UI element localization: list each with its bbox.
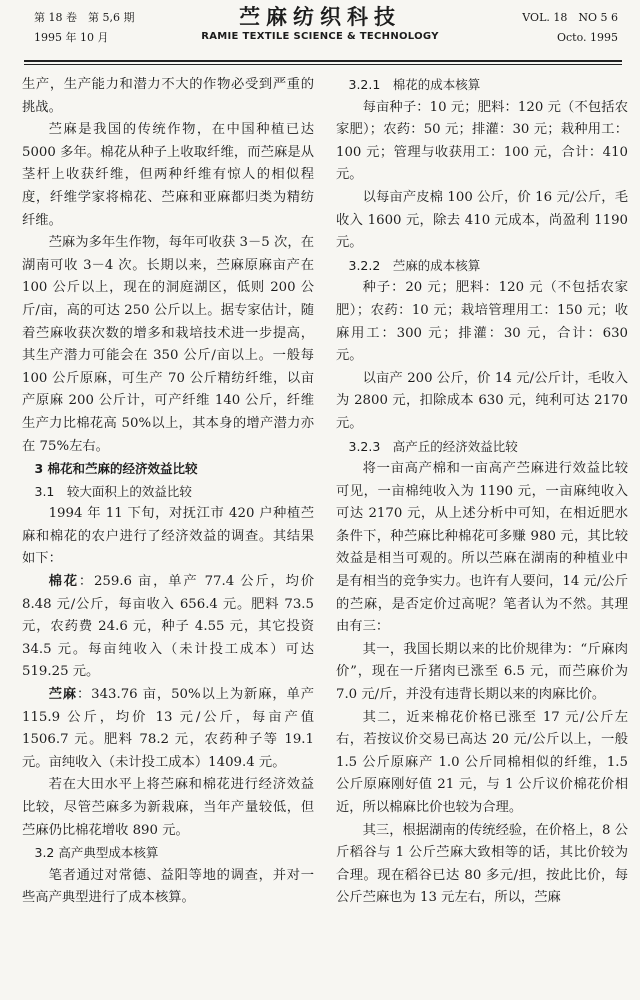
cotton-text: ：259.6 亩，单产 77.4 公斤，均价 8.48 元/公斤，每亩收入 656.4 元。肥料 73.5 元，农药费 24.6 元，种子 4.55 元，其它投资 34.5 元。每亩纯收入（未计投工成本）可达 519.25 元。 — [22, 574, 314, 680]
section-heading-3: 3 棉花和苎麻的经济效益比较 — [34, 461, 198, 477]
cotton-paragraph — [22, 571, 314, 684]
paragraph: 以每亩产皮棉 100 公斤，价 16 元/公斤，毛收入 1600 元，除去 410 元成本，尚盈利 1190 元。 — [336, 189, 628, 251]
header-rule-thin — [24, 64, 622, 65]
ramie-text: ：343.76 亩，50%以上为新麻，单产 115.9 公斤，均价 13 元/公斤，每亩产值 1506.7 元。肥料 78.2 元，农药种子等 19.1 元。亩纯收入（未计投工成本）1409.4 元。 — [22, 687, 314, 770]
paragraph: 笔者通过对常德、益阳等地的调查，并对一些高产典型进行了成本核算。 — [22, 867, 314, 906]
paragraph: 苎麻是我国的传统作物，在中国种植已达 5000 多年。棉花从种子上收取纤维，而苎麻是从茎杆上收获纤维，但两种纤维有惊人的相似程度，纤维学家将棉花、苎麻和亚麻都归类为精纺纤维。 — [22, 122, 314, 228]
subsection-heading-3-1: 3.1 较大面积上的效益比较 — [34, 483, 192, 499]
paragraph: 每亩种子：10 元；肥料：120 元（不包括农家肥）；农药：50 元；排灌：30 元；栽种用工：100 元；管理与收获用工：100 元，合计：410 元。 — [336, 99, 628, 183]
right-column — [336, 74, 628, 910]
journal-header — [0, 0, 640, 66]
paragraph: 其一，我国长期以来的比价规律为：“斤麻肉价”，现在一斤猪肉已涨至 6.5 元，而苎麻价为 7.0 元/斤，并没有违背长期以来的肉麻比价。 — [336, 641, 628, 703]
header-rule-thick — [24, 60, 622, 62]
date-en: Octo. 1995 — [556, 31, 618, 44]
paragraph: 将一亩高产棉和一亩高产苎麻进行效益比较可见，一亩棉纯收入为 1190 元，一亩麻纯收入可达 2170 元，从上述分析中可知，在相近肥水条件下，种苎麻比种棉花可多赚 980 元，其比较效益是相当可观的。所以苎麻在湖南的种植业中是有相当的竞争实力。也许有人要问，14 元/公斤的苎麻，是否定价过高呢？笔者认为不然。其理由有三： — [336, 461, 628, 635]
paragraph: 1994 年 11 下旬，对抚江市 420 户种植苎麻和棉花的农户进行了经济效益的调查。其结果如下： — [22, 506, 314, 567]
paragraph: 若在大田水平上将苎麻和棉花进行经济效益比较，尽管苎麻多为新栽麻，当年产量较低，但苎麻仍比棉花增收 890 元。 — [22, 777, 314, 838]
ramie-label: 苎麻 — [48, 687, 77, 703]
left-column — [22, 74, 314, 910]
volume-issue-cn: 第 18 卷 第 5,6 期 — [34, 11, 135, 24]
paragraph: 其三，根据湖南的传统经验，在价格上，8 公斤稻谷与 1 公斤苎麻大致相等的话，其比价较为合理。现在稻谷已达 80 多元/担，按此比价，每公斤苎麻也为 13 元左右，所以，苎麻 — [336, 822, 628, 906]
subsection-heading-3-2-1: 3.2.1 棉花的成本核算 — [348, 77, 481, 92]
journal-title-en: RAMIE TEXTILE SCIENCE & TECHNOLOGY — [201, 31, 439, 42]
journal-title-cn: 苎麻纺织科技 — [239, 4, 401, 29]
cotton-label: 棉花 — [48, 574, 79, 590]
date-cn: 1995 年 10 月 — [34, 31, 109, 44]
paragraph: 其二，近来棉花价格已涨至 17 元/公斤左右，若按议价交易已高达 20 元/公斤以上，一般 1.5 公斤原麻产 1.0 公斤同棉相似的纤维，1.5 公斤原麻刚好值 21 元，与 1 公斤议价棉花价相近，所以棉麻比价也较为合理。 — [336, 709, 628, 815]
subsection-heading-3-2: 3.2 高产典型成本核算 — [34, 845, 159, 861]
paragraph: 生产，生产能力和潜力不大的作物必受到严重的挑战。 — [22, 77, 314, 115]
ramie-paragraph — [22, 684, 314, 774]
header-right — [522, 8, 618, 48]
paragraph: 种子：20 元；肥料：120 元（不包括农家肥）；农药：10 元；栽培管理用工：150 元；收麻用工：300 元；排灌：30 元，合计：630 元。 — [336, 280, 628, 364]
subsection-heading-3-2-3: 3.2.3 高产丘的经济效益比较 — [348, 438, 518, 454]
volume-issue-en: VOL. 18 NO 5 6 — [522, 11, 618, 24]
paragraph: 以亩产 200 公斤，价 14 元/公斤计，毛收入为 2800 元，扣除成本 630 元，纯利可达 2170 元。 — [336, 370, 628, 431]
paragraph: 苎麻为多年生作物，每年可收获 3－5 次，在湖南可收 3－4 次。长期以来，苎麻原麻亩产在 100 公斤以上，现在的洞庭湖区，低则 200 公斤/亩，高的可达 250 公斤以上。据专家估计，随着苎麻收获次数的增多和栽培技术进一步提高，其生产潜力可能会在 350 公斤/亩以上。一般每 100 公斤原麻，可生产 70 公斤精纺纤维，以亩产原麻 200 公斤计，可产纤维 140 公斤，纤维生产力比棉花高 50%以上，其本身的增产潜力亦在 75%左右。 — [22, 235, 314, 454]
subsection-heading-3-2-2: 3.2.2 苎麻的成本核算 — [348, 257, 481, 273]
